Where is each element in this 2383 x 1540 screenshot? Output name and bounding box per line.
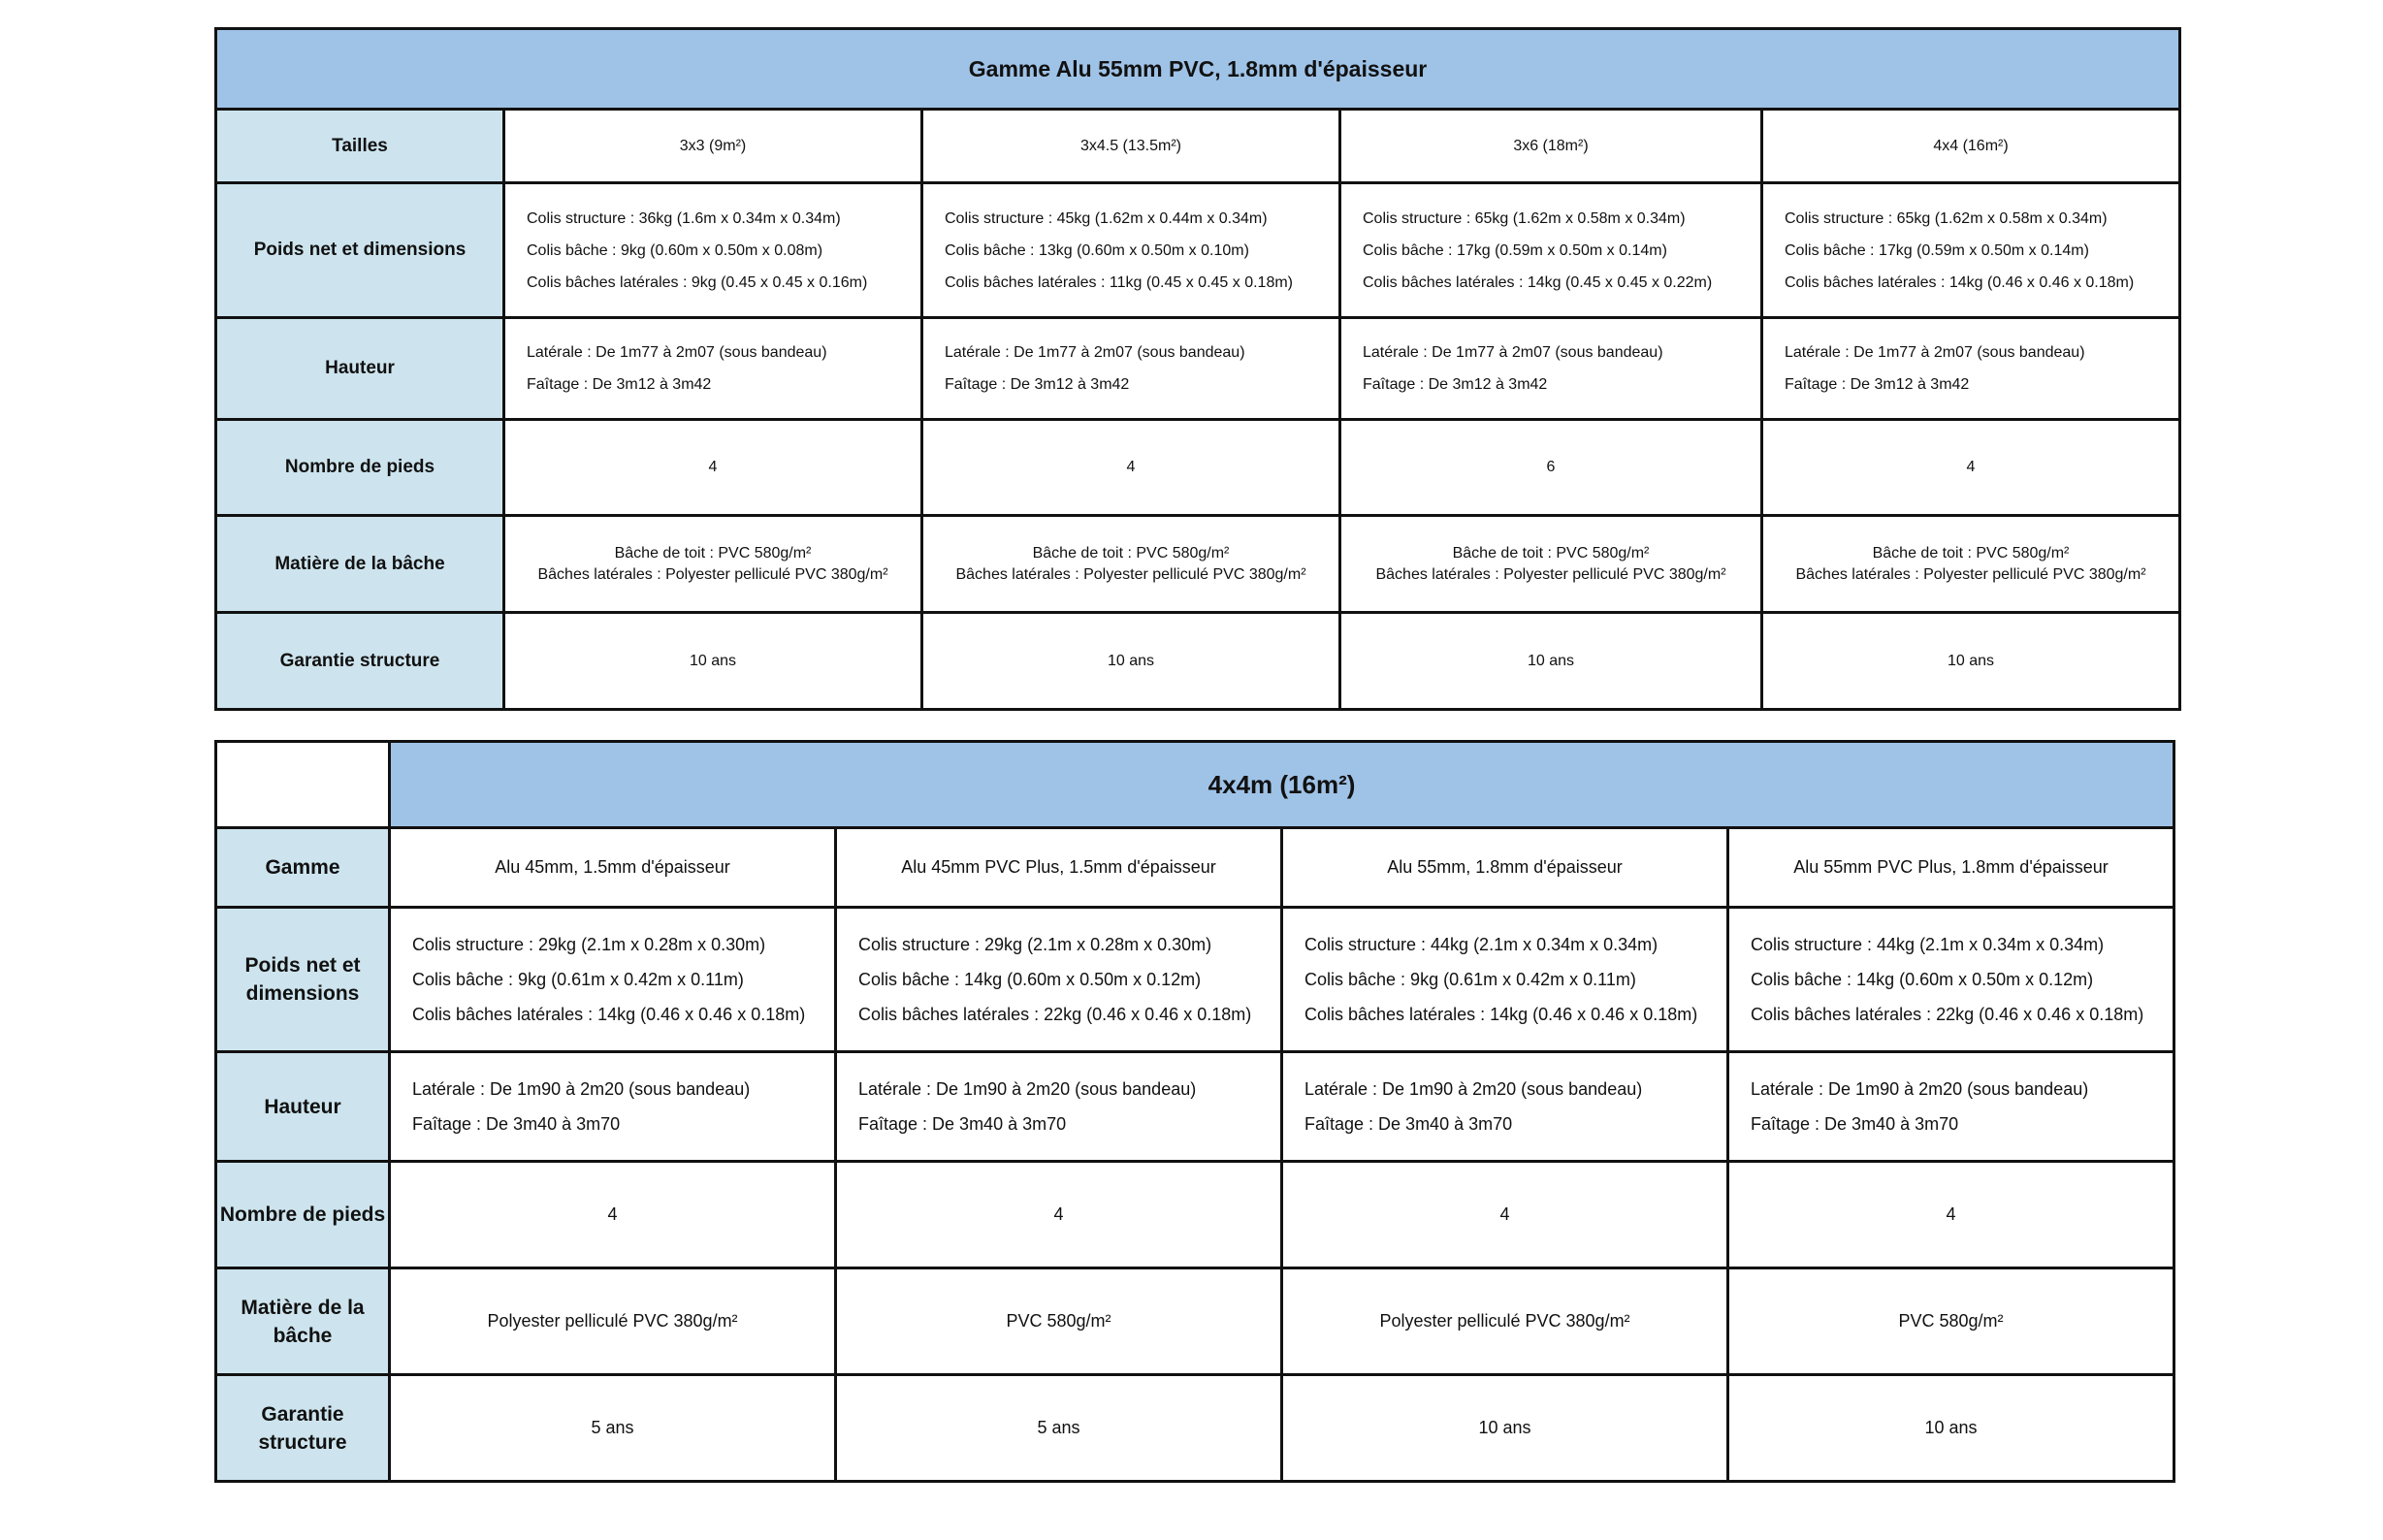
table-title: Gamme Alu 55mm PVC, 1.8mm d'épaisseur [216,29,2180,110]
table-cell: Colis structure : 44kg (2.1m x 0.34m x 0.34m) Colis bâche : 14kg (0.60m x 0.50m x 0.12m) Colis bâches latérales : 22kg (0.46 x 0.46 x 0.18m) [1728,908,2174,1052]
table-row [216,908,2174,1052]
table-cell: Latérale : De 1m77 à 2m07 (sous bandeau) Faîtage : De 3m12 à 3m42 [922,318,1340,420]
table-row [216,183,2180,318]
table-cell: 5 ans [836,1375,1282,1482]
table-cell: Colis structure : 36kg (1.6m x 0.34m x 0.34m) Colis bâche : 9kg (0.60m x 0.50m x 0.08m) Colis bâches latérales : 9kg (0.45 x 0.45 x 0.16m) [504,183,922,318]
row-label: Garantie structure [216,613,504,710]
table-cell: PVC 580g/m² [1728,1268,2174,1375]
table-cell: Polyester pelliculé PVC 380g/m² [1282,1268,1728,1375]
table-cell: Bâche de toit : PVC 580g/m² Bâches latérales : Polyester pelliculé PVC 380g/m² [1340,516,1762,613]
table-cell: Colis structure : 29kg (2.1m x 0.28m x 0.30m) Colis bâche : 14kg (0.60m x 0.50m x 0.12m) Colis bâches latérales : 22kg (0.46 x 0.46 x 0.18m) [836,908,1282,1052]
table-cell: Polyester pelliculé PVC 380g/m² [390,1268,836,1375]
corner-cell [216,742,390,828]
table-cell: Latérale : De 1m77 à 2m07 (sous bandeau) Faîtage : De 3m12 à 3m42 [1340,318,1762,420]
row-label: Garantie structure [216,1375,390,1482]
table-cell: 4 [1282,1162,1728,1268]
table-cell: 10 ans [504,613,922,710]
table-row [216,110,2180,183]
table-cell: Latérale : De 1m77 à 2m07 (sous bandeau) Faîtage : De 3m12 à 3m42 [1762,318,2180,420]
row-label: Hauteur [216,318,504,420]
table-row [216,1162,2174,1268]
table-row [216,420,2180,516]
table-cell: Bâche de toit : PVC 580g/m² Bâches latérales : Polyester pelliculé PVC 380g/m² [504,516,922,613]
table-cell: Latérale : De 1m90 à 2m20 (sous bandeau) Faîtage : De 3m40 à 3m70 [1282,1052,1728,1162]
row-label: Poids net et dimensions [216,183,504,318]
table-cell: Bâche de toit : PVC 580g/m² Bâches latérales : Polyester pelliculé PVC 380g/m² [922,516,1340,613]
table-cell: PVC 580g/m² [836,1268,1282,1375]
row-label: Nombre de pieds [216,1162,390,1268]
table-cell: 4 [922,420,1340,516]
table-cell: 4x4 (16m²) [1762,110,2180,183]
table-cell: Alu 45mm, 1.5mm d'épaisseur [390,828,836,908]
row-label: Matière de la bâche [216,1268,390,1375]
table-cell: Colis structure : 45kg (1.62m x 0.44m x 0.34m) Colis bâche : 13kg (0.60m x 0.50m x 0.10m) Colis bâches latérales : 11kg (0.45 x 0.45 x 0.18m) [922,183,1340,318]
table-cell: 3x6 (18m²) [1340,110,1762,183]
table-cell: 4 [1762,420,2180,516]
table-cell: Colis structure : 29kg (2.1m x 0.28m x 0.30m) Colis bâche : 9kg (0.61m x 0.42m x 0.11m) Colis bâches latérales : 14kg (0.46 x 0.46 x 0.18m) [390,908,836,1052]
row-label: Tailles [216,110,504,183]
table-cell: 3x3 (9m²) [504,110,922,183]
table-cell: 6 [1340,420,1762,516]
table-cell: Alu 45mm PVC Plus, 1.5mm d'épaisseur [836,828,1282,908]
row-label: Hauteur [216,1052,390,1162]
table-row [216,516,2180,613]
row-label: Matière de la bâche [216,516,504,613]
table-cell: Alu 55mm, 1.8mm d'épaisseur [1282,828,1728,908]
table-row [216,1375,2174,1482]
table-row [216,613,2180,710]
table-cell: Colis structure : 44kg (2.1m x 0.34m x 0.34m) Colis bâche : 9kg (0.61m x 0.42m x 0.11m) Colis bâches latérales : 14kg (0.46 x 0.46 x 0.18m) [1282,908,1728,1052]
table-cell: Alu 55mm PVC Plus, 1.8mm d'épaisseur [1728,828,2174,908]
table-cell: 4 [504,420,922,516]
table-cell: 4 [1728,1162,2174,1268]
table-cell: Latérale : De 1m90 à 2m20 (sous bandeau) Faîtage : De 3m40 à 3m70 [390,1052,836,1162]
row-label: Nombre de pieds [216,420,504,516]
table-cell: 10 ans [1340,613,1762,710]
row-label: Poids net et dimensions [216,908,390,1052]
table-row [216,1268,2174,1375]
table-cell: 5 ans [390,1375,836,1482]
table-cell: 4 [390,1162,836,1268]
spec-table-alu-55mm [214,27,2181,711]
row-label: Gamme [216,828,390,908]
table-row [216,318,2180,420]
table-row [216,1052,2174,1162]
table-cell: 3x4.5 (13.5m²) [922,110,1340,183]
table-cell: 4 [836,1162,1282,1268]
spec-table-4x4m [214,740,2175,1483]
table-cell: Latérale : De 1m90 à 2m20 (sous bandeau) Faîtage : De 3m40 à 3m70 [836,1052,1282,1162]
table-cell: 10 ans [1282,1375,1728,1482]
table-cell: Latérale : De 1m77 à 2m07 (sous bandeau) Faîtage : De 3m12 à 3m42 [504,318,922,420]
table-row [216,828,2174,908]
table-cell: Latérale : De 1m90 à 2m20 (sous bandeau) Faîtage : De 3m40 à 3m70 [1728,1052,2174,1162]
table-cell: 10 ans [922,613,1340,710]
table-cell: Colis structure : 65kg (1.62m x 0.58m x 0.34m) Colis bâche : 17kg (0.59m x 0.50m x 0.14m) Colis bâches latérales : 14kg (0.46 x 0.46 x 0.18m) [1762,183,2180,318]
table-cell: Colis structure : 65kg (1.62m x 0.58m x 0.34m) Colis bâche : 17kg (0.59m x 0.50m x 0.14m) Colis bâches latérales : 14kg (0.45 x 0.45 x 0.22m) [1340,183,1762,318]
table-title: 4x4m (16m²) [390,742,2174,828]
table-cell: 10 ans [1762,613,2180,710]
table-cell: 10 ans [1728,1375,2174,1482]
table-cell: Bâche de toit : PVC 580g/m² Bâches latérales : Polyester pelliculé PVC 380g/m² [1762,516,2180,613]
